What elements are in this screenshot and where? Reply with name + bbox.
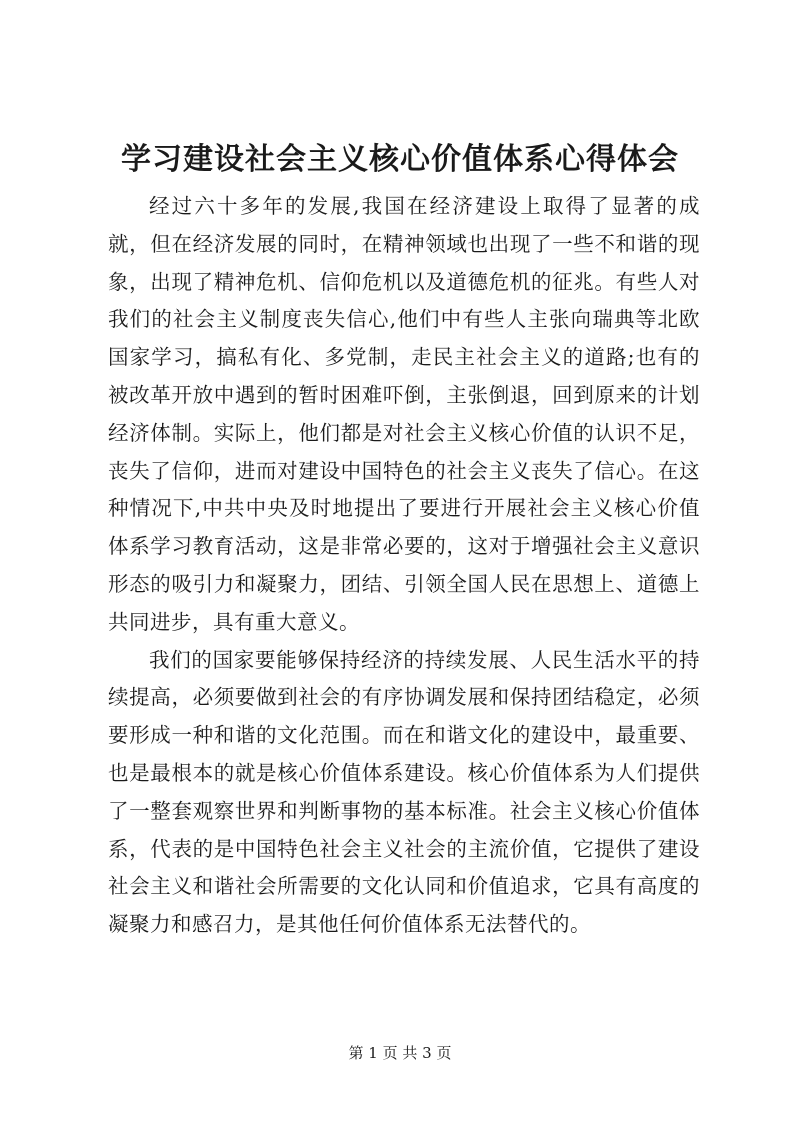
page-number: 第 1 页 共 3 页 (348, 1044, 452, 1062)
page-title: 学习建设社会主义核心价值体系心得体会 (121, 142, 679, 177)
paragraph-2: 我们的国家要能够保持经济的持续发展、人民生活水平的持续提高，必须要做到社会的有序协调发展和保持团结稳定，必须要形成一种和谐的文化范围。而在和谐文化的建设中，最重要、也是最根本的就是核心价值体系建设。核心价值体系为人们提供了一整套观察世界和判断事物的基本标准。社会主义核心价值体系，代表的是中国特色社会主义社会的主流价值，它提供了建设社会主义和谐社会所需要的文化认同和价值追求，它具有高度的凝聚力和感召力，是其他任何价值体系无法替代的。 (108, 647, 700, 937)
document-body (108, 188, 700, 944)
paragraph-1: 经过六十多年的发展,我国在经济建设上取得了显著的成就，但在经济发展的同时，在精神领域也出现了一些不和谐的现象，出现了精神危机、信仰危机以及道德危机的征兆。有些人对我们的社会主义制度丧失信心,他们中有些人主张向瑞典等北欧国家学习，搞私有化、多党制，走民主社会主义的道路;也有的被改革开放中遇到的暂时困难吓倒，主张倒退，回到原来的计划经济体制。实际上，他们都是对社会主义核心价值的认识不足，丧失了信仰，进而对建设中国特色的社会主义丧失了信心。在这种情况下,中共中央及时地提出了要进行开展社会主义核心价值体系学习教育活动，这是非常必要的，这对于增强社会主义意识形态的吸引力和凝聚力，团结、引领全国人民在思想上、道德上共同进步，具有重大意义。 (108, 194, 700, 634)
